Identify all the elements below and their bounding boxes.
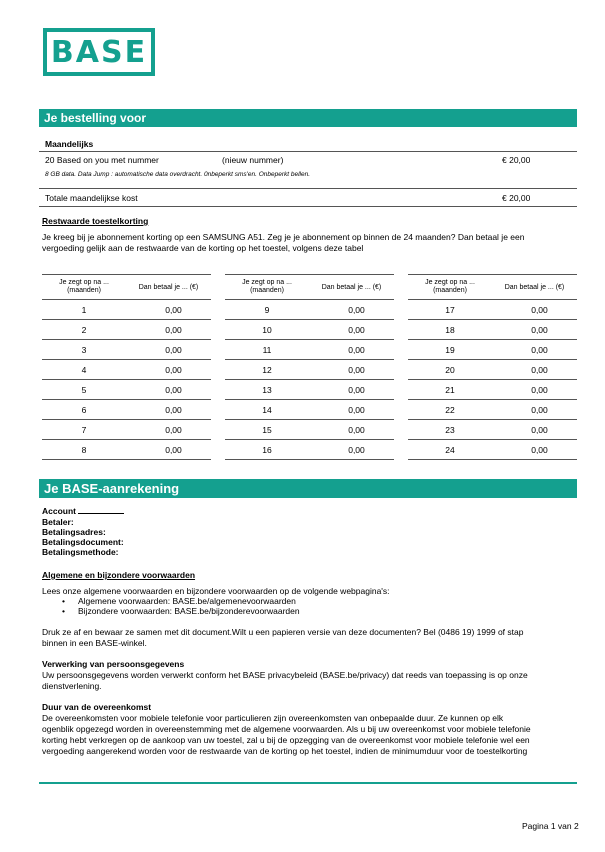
amount-cell: 0,00 [348, 304, 365, 315]
amount-cell: 0,00 [348, 384, 365, 395]
col-amount-header: Dan betaal je ... (€) [321, 283, 382, 291]
footer-divider [39, 782, 577, 784]
month-cell: 13 [262, 384, 272, 395]
month-cell: 17 [445, 304, 455, 315]
amount-cell: 0,00 [348, 344, 365, 355]
amount-cell: 0,00 [165, 404, 182, 415]
month-cell: 12 [262, 364, 272, 375]
col-months-header-line1: Je zegt op na ... [59, 279, 109, 286]
month-cell: 24 [445, 444, 455, 455]
residual-table-3 [408, 274, 577, 460]
amount-cell: 0,00 [531, 444, 548, 455]
col-amount-header: Dan betaal je ... (€) [138, 283, 199, 291]
month-cell: 2 [81, 324, 87, 335]
col-months-header-line1: Je zegt op na ... [425, 279, 475, 286]
line-item-label: 20 Based on you met nummer [45, 155, 159, 165]
print-text-line2: binnen in een BASE-winkel. [42, 638, 147, 648]
duration-line3: korting hebt verkregen op de aankoop van uw toestel, zal u bij de opzegging van de overeenkomst voor mobiele telefonie wel een [42, 735, 530, 745]
residual-table-1 [42, 274, 211, 460]
table-header [42, 275, 211, 300]
month-cell: 10 [262, 324, 272, 335]
total-price: € 20,00 [502, 193, 531, 203]
base-logo [43, 28, 155, 76]
table-row [225, 320, 394, 340]
month-cell: 23 [445, 424, 455, 435]
amount-cell: 0,00 [165, 344, 182, 355]
table-row [408, 360, 577, 380]
table-row [42, 440, 211, 460]
table-row [42, 400, 211, 420]
table-row [225, 400, 394, 420]
amount-cell: 0,00 [165, 304, 182, 315]
table-row [225, 300, 394, 320]
table-header [225, 275, 394, 300]
terms-specific-link[interactable]: Bijzondere voorwaarden: BASE.be/bijzonderevoorwaarden [78, 606, 300, 616]
table-row [42, 320, 211, 340]
month-cell: 4 [81, 364, 87, 375]
print-text-line1: Druk ze af en bewaar ze samen met dit document.Wilt u een papieren versie van deze documenten? Bel (0486 19) 1999 of stap [42, 627, 524, 637]
privacy-line2: dienstverlening. [42, 681, 102, 691]
line-item-number-note: (nieuw nummer) [222, 155, 284, 165]
month-cell: 8 [81, 444, 87, 455]
month-cell: 15 [262, 424, 272, 435]
table-row [42, 420, 211, 440]
month-cell: 19 [445, 344, 455, 355]
table-row [42, 380, 211, 400]
col-months-header-line2: (maanden) [433, 287, 467, 294]
bullet-dot: • [62, 606, 65, 616]
col-months-header [225, 279, 309, 295]
monthly-label: Maandelijks [45, 139, 94, 149]
month-cell: 22 [445, 404, 455, 415]
amount-cell: 0,00 [531, 364, 548, 375]
amount-cell: 0,00 [165, 424, 182, 435]
payment-method-label: Betalingsmethode: [42, 547, 119, 557]
amount-cell: 0,00 [165, 364, 182, 375]
payment-address-label: Betalingsadres: [42, 527, 106, 537]
residual-text-line1: Je kreeg bij je abonnement korting op een SAMSUNG A51. Zeg je je abonnement op binnen de 24 maanden? Dan betaal je een [42, 232, 525, 242]
amount-cell: 0,00 [348, 364, 365, 375]
duration-line2: ogenblik opgezegd worden in overeenstemming met de algemene voorwaarden. Als u bij uw overeenkomst voor mobiele telefonie [42, 724, 531, 734]
logo-text: BASE [50, 34, 148, 70]
table-row [408, 320, 577, 340]
order-section-header: Je bestelling voor [39, 109, 577, 127]
divider [39, 151, 577, 152]
divider [39, 206, 577, 207]
bullet-dot: • [62, 596, 65, 606]
amount-cell: 0,00 [531, 424, 548, 435]
month-cell: 5 [81, 384, 87, 395]
table-row [408, 420, 577, 440]
amount-cell: 0,00 [165, 444, 182, 455]
payment-document-label: Betalingsdocument: [42, 537, 124, 547]
duration-line4: vergoeding aangerekend worden voor de restwaarde van de korting op het toestel, indien de minimumduur voor de toestelkorting [42, 746, 528, 756]
table-row [225, 340, 394, 360]
table-header [408, 275, 577, 300]
billing-section-header: Je BASE-aanrekening [39, 479, 577, 498]
amount-cell: 0,00 [531, 344, 548, 355]
month-cell: 14 [262, 404, 272, 415]
col-months-header-line2: (maanden) [67, 287, 101, 294]
page-number: Pagina 1 van 2 [522, 821, 579, 831]
privacy-line1: Uw persoonsgegevens worden verwerkt conform het BASE privacybeleid (BASE.be/privacy) dat reeds van toepassing is op onze [42, 670, 528, 680]
residual-table-2 [225, 274, 394, 460]
amount-cell: 0,00 [531, 404, 548, 415]
privacy-title: Verwerking van persoonsgegevens [42, 659, 185, 669]
total-label: Totale maandelijkse kost [45, 193, 138, 203]
amount-cell: 0,00 [348, 424, 365, 435]
duration-title: Duur van de overeenkomst [42, 702, 152, 712]
residual-text-line2: vergoeding gelijk aan de restwaarde van de korting op het toestel, volgens deze tabel [42, 243, 364, 253]
table-row [225, 380, 394, 400]
line-item-price: € 20,00 [502, 155, 531, 165]
table-row [408, 340, 577, 360]
table-row [42, 340, 211, 360]
month-cell: 21 [445, 384, 455, 395]
line-item-description: 8 GB data. Data Jump : automatische data overdracht. 0nbeperkt sms'en. Onbeperkt bellen. [45, 171, 310, 178]
col-months-header [42, 279, 126, 295]
table-row [408, 440, 577, 460]
table-row [408, 400, 577, 420]
month-cell: 11 [262, 344, 272, 355]
table-row [408, 300, 577, 320]
col-months-header-line2: (maanden) [250, 287, 284, 294]
col-months-header-line1: Je zegt op na ... [242, 279, 292, 286]
month-cell: 18 [445, 324, 455, 335]
table-row [42, 360, 211, 380]
amount-cell: 0,00 [531, 324, 548, 335]
amount-cell: 0,00 [531, 384, 548, 395]
terms-title: Algemene en bijzondere voorwaarden [42, 570, 196, 580]
col-amount-header: Dan betaal je ... (€) [504, 283, 565, 291]
month-cell: 1 [81, 304, 87, 315]
table-row [225, 360, 394, 380]
residual-title: Restwaarde toestelkorting [42, 216, 149, 226]
account-label-text: Account [42, 506, 76, 516]
amount-cell: 0,00 [531, 304, 548, 315]
amount-cell: 0,00 [348, 444, 365, 455]
amount-cell: 0,00 [348, 324, 365, 335]
duration-line1: De overeenkomsten voor mobiele telefonie voor particulieren zijn overeenkomsten van onbepaalde duur. Ze kunnen op elk [42, 713, 504, 723]
month-cell: 6 [81, 404, 87, 415]
month-cell: 7 [81, 424, 87, 435]
table-row [408, 380, 577, 400]
payer-label: Betaler: [42, 517, 74, 527]
amount-cell: 0,00 [348, 404, 365, 415]
terms-intro: Lees onze algemene voorwaarden en bijzondere voorwaarden op de volgende webpagina's: [42, 586, 390, 596]
month-cell: 3 [81, 344, 87, 355]
month-cell: 20 [445, 364, 455, 375]
amount-cell: 0,00 [165, 384, 182, 395]
table-row [225, 420, 394, 440]
amount-cell: 0,00 [165, 324, 182, 335]
col-months-header [408, 279, 492, 295]
month-cell: 16 [262, 444, 272, 455]
divider [39, 188, 577, 189]
terms-general-link[interactable]: Algemene voorwaarden: BASE.be/algemenevoorwaarden [78, 596, 296, 606]
account-label [42, 506, 124, 516]
table-row [42, 300, 211, 320]
month-cell: 9 [264, 304, 270, 315]
table-row [225, 440, 394, 460]
